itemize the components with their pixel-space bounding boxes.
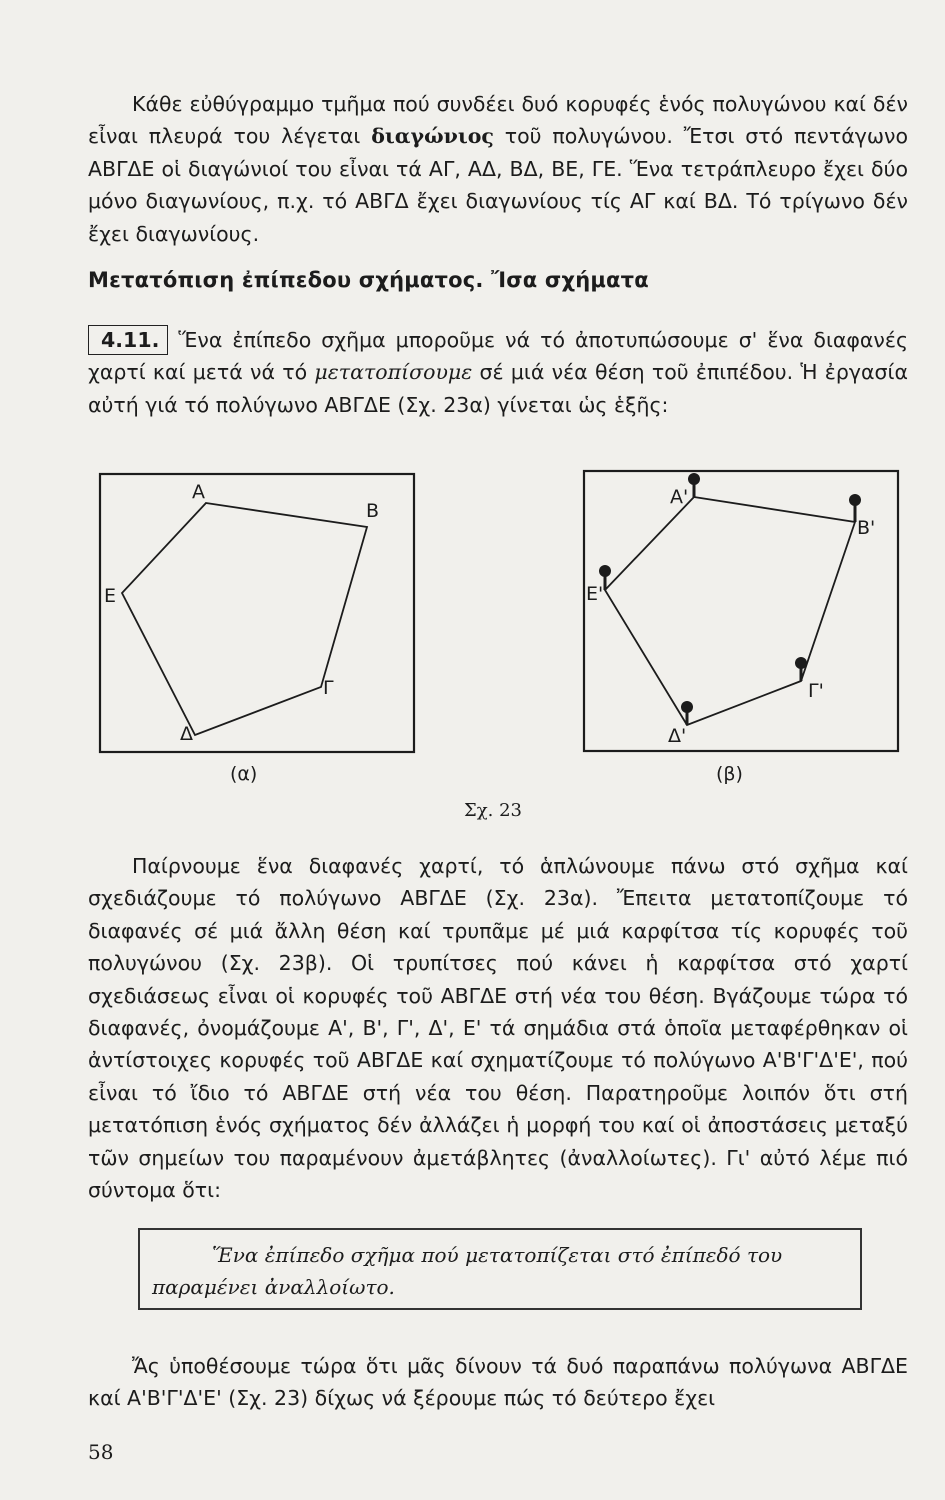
- vertex-a: Α: [192, 481, 205, 503]
- vertex-d-prime: Δ': [668, 725, 687, 747]
- vertex-d: Δ: [180, 723, 193, 745]
- section-text-end: σέ μιά νέα θέση τοῦ ἐπιπέδου. Ἡ ἐργασία αὐτή γιά τό πολύγωνο ΑΒΓΔΕ (Σχ. 23α) γίνεται ὡς ἑξῆς:: [88, 360, 908, 417]
- panel-b-frame: [584, 471, 898, 751]
- statement-line-2: παραμένει ἀναλλοίωτο.: [152, 1275, 395, 1299]
- boxed-statement: [138, 1228, 862, 1310]
- vertex-a-prime: Α': [670, 486, 689, 508]
- term-diagonal: διαγώνιος: [371, 124, 494, 149]
- vertex-b-prime: Β': [857, 517, 876, 539]
- paragraph-procedure: Παίρνουμε ἕνα διαφανές χαρτί, τό ἁπλώνουμε πάνω στό σχῆμα καί σχεδιάζουμε τό πολύγωνο ΑΒΓΔΕ (Σχ. 23α). Ἔπειτα μετατοπίζουμε τό διαφανές σέ μιά ἄλλη θέση καί τρυπᾶμε μέ μιά καρφίτσα τίς κορυφές τοῦ πολυγώνου (Σχ. 23β). Οἱ τρυπίτσες πού κάνει ἡ καρφίτσα στό χαρτί σχεδιάσεως εἶναι οἱ κορυφές τοῦ ΑΒΓΔΕ στή νέα του θέση. Βγάζουμε τώρα τό διαφανές, ὀνομάζουμε Α', Β', Γ', Δ', Ε' τά σημάδια στά ὁποῖα μεταφέρθηκαν οἱ ἀντίστοιχες κορυφές τοῦ ΑΒΓΔΕ καί σχηματίζουμε τό πολύγωνο Α'Β'Γ'Δ'Ε', πού εἶναι τό ἴδιο τό ΑΒΓΔΕ στή νέα του θέση. Παρατηροῦμε λοιπόν ὅτι στή μετατόπιση ἑνός σχήματος δέν ἀλλάζει ἡ μορφή του καί οἱ ἀποστάσεις μεταξύ τῶν σημείων του παραμένουν ἀμετάβλητες (ἀναλλοίωτες). Γι' αὐτό λέμε πιό σύντομα ὅτι:: [88, 854, 908, 1203]
- paragraph-1-text-end: τοῦ πολυγώνου. Ἔτσι στό πεντάγωνο ΑΒΓΔΕ οἱ διαγώνιοί του εἶναι τά ΑΓ, ΑΔ, ΒΔ, ΒΕ, ΓΕ. Ἕνα τετράπλευρο ἔχει δύο μόνο διαγωνίους, π.χ. τό ΑΒΓΔ ἔχει διαγωνίους τίς ΑΓ καί ΒΔ. Τό τρίγωνο δέν ἔχει διαγωνίους.: [88, 124, 908, 246]
- panel-a-label: (α): [230, 763, 258, 785]
- page-number: 58: [88, 1440, 114, 1464]
- vertex-g: Γ: [323, 677, 334, 699]
- section-number: 4.11.: [88, 325, 168, 355]
- section-text-start: Ἕνα ἐπίπεδο σχῆμα μποροῦμε νά τό ἀποτυπώσουμε σ' ἕνα διαφανές χαρτί καί μετά νά τό: [88, 328, 908, 385]
- figure-caption: Σχ. 23: [464, 800, 522, 821]
- pin-icon: [688, 473, 700, 497]
- polygon-abgde: [122, 503, 367, 735]
- vertex-e: Ε: [104, 585, 117, 607]
- vertex-b: Β: [366, 500, 380, 522]
- vertex-e-prime: Ε': [586, 583, 604, 605]
- paragraph-1-text-start: Κάθε εὐθύγραμμο τμῆμα πού συνδέει δυό κορυφές ἑνός πολυγώνου καί δέν εἶναι πλευρά του λέγεται: [88, 92, 908, 149]
- pin-icon: [681, 701, 693, 725]
- section-heading: Μετατόπιση ἐπίπεδου σχήματος. Ἴσα σχήματα: [88, 268, 649, 292]
- statement-line-1: Ἕνα ἐπίπεδο σχῆμα πού μετατοπίζεται στό ἐπίπεδό του: [212, 1243, 783, 1267]
- panel-b-label: (β): [716, 763, 743, 785]
- paragraph-next: Ἄς ὑποθέσουμε τώρα ὅτι μᾶς δίνουν τά δυό παραπάνω πολύγωνα ΑΒΓΔΕ καί Α'Β'Γ'Δ'Ε' (Σχ. 23) δίχως νά ξέρουμε πώς τό δεύτερο ἔχει: [88, 1354, 908, 1411]
- vertex-g-prime: Γ': [808, 680, 824, 702]
- term-translate: μετατοπίσουμε: [314, 360, 473, 385]
